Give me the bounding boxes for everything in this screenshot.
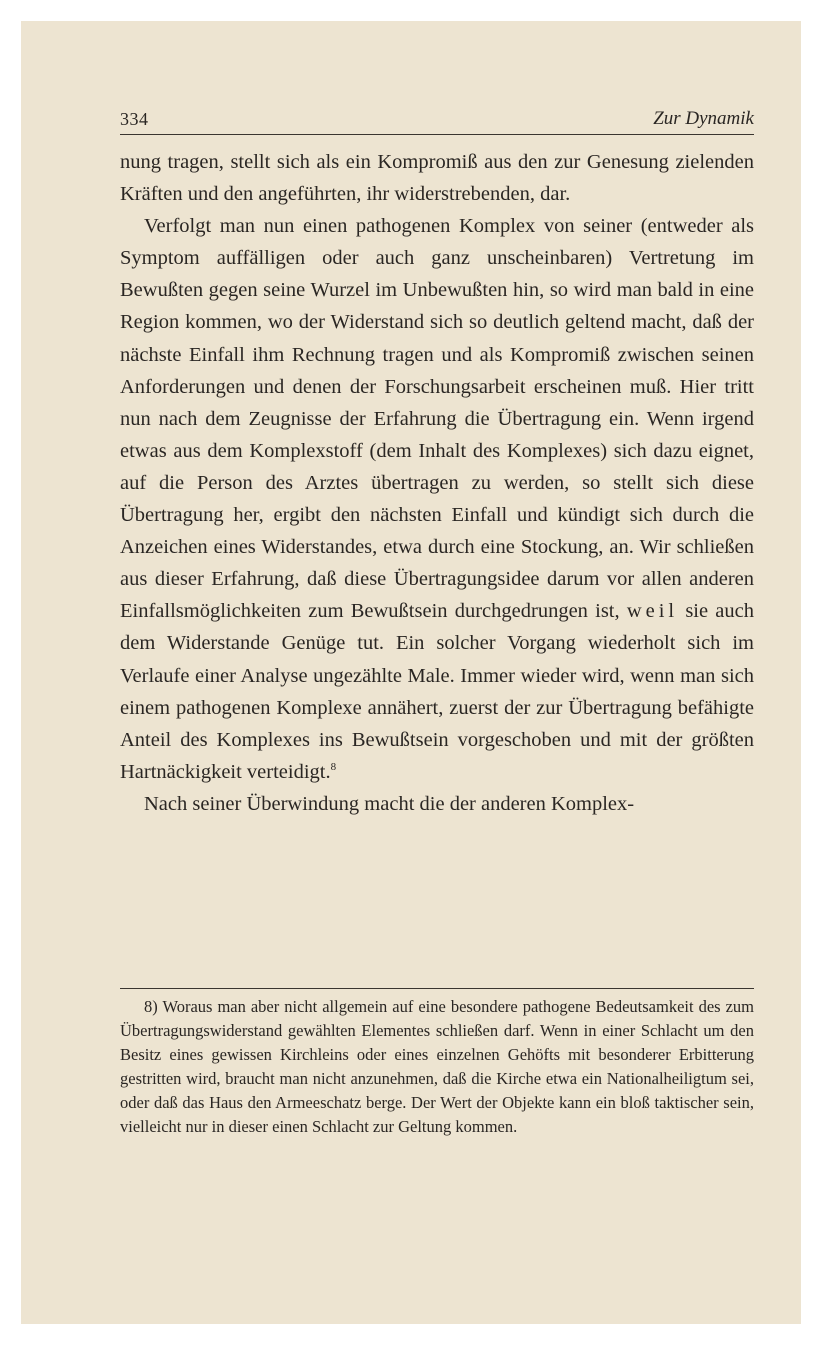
paragraph-3: Nach seiner Überwindung macht die der anderen Komplex-: [144, 792, 635, 815]
page-header: [120, 106, 754, 135]
paragraph-1: nung tragen, stellt sich als ein Kompromiß aus den zur Genesung zielenden Kräften und den angeführten, ihr widerstrebenden, dar.: [120, 151, 754, 206]
footnote-divider: [120, 988, 754, 989]
running-head: Zur Dynamik: [653, 108, 754, 129]
footnote-8: 8) Woraus man aber nicht allgemein auf eine besondere pathogene Bedeutsamkeit des zum Übertragungswiderstand gewählten Elementes schließen darf. Wenn in einer Schlacht um den Besitz eines gewissen Kirchleins oder eines einzelnen Gehöfts mit besonderer Erbitterung gestritten wird, braucht man nicht anzunehmen, daß die Kirche etwa ein Nationalheiligtum sei, oder daß das Haus den Armeeschatz berge. Der Wert der Objekte kann ein bloß taktischer sein, vielleicht nur in dieser einen Schlacht zur Geltung kommen.: [120, 997, 754, 1136]
page-number: 334: [120, 109, 149, 129]
body-text: [120, 146, 754, 820]
paragraph-2-part-b: sie auch dem Widerstande Genüge tut. Ein solcher Vorgang wiederholt sich im Verlaufe einer Analyse ungezählte Male. Immer wieder wird, wenn man sich einem pathogenen Komplexe annähert, zuerst der zur Übertragung befähigte Anteil des Komplexes ins Bewußtsein vorgeschoben und mit der größten Hartnäckigkeit verteidigt.: [120, 600, 754, 783]
footnote-reference[interactable]: 8: [330, 760, 337, 773]
paragraph-2: [120, 210, 754, 788]
paragraph-2-part-a: Verfolgt man nun einen pathogenen Komplex von seiner (entweder als Symptom auffälligen oder auch ganz unscheinbaren) Vertretung im Bewußten gegen seine Wurzel im Unbewußten hin, so wird man bald in eine Region kommen, wo der Widerstand sich so deutlich geltend macht, daß der nächste Einfall ihm Rechnung tragen und als Kompromiß zwischen seinen Anforderungen und denen der Forschungsarbeit erscheinen muß. Hier tritt nun nach dem Zeugnisse der Erfahrung die Übertragung ein. Wenn irgend etwas aus dem Komplexstoff (dem Inhalt des Komplexes) sich dazu eignet, auf die Person des Arztes übertragen zu werden, so stellt sich diese Übertragung her, ergibt den nächsten Einfall und kündigt sich durch die Anzeichen eines Widerstandes, etwa durch eine Stockung, an. Wir schließen aus dieser Erfahrung, daß diese Übertragungsidee darum vor allen anderen Einfallsmöglichkeiten zum Bewußtsein durchgedrungen ist,: [120, 215, 754, 623]
emphasized-word: weil: [626, 600, 679, 623]
